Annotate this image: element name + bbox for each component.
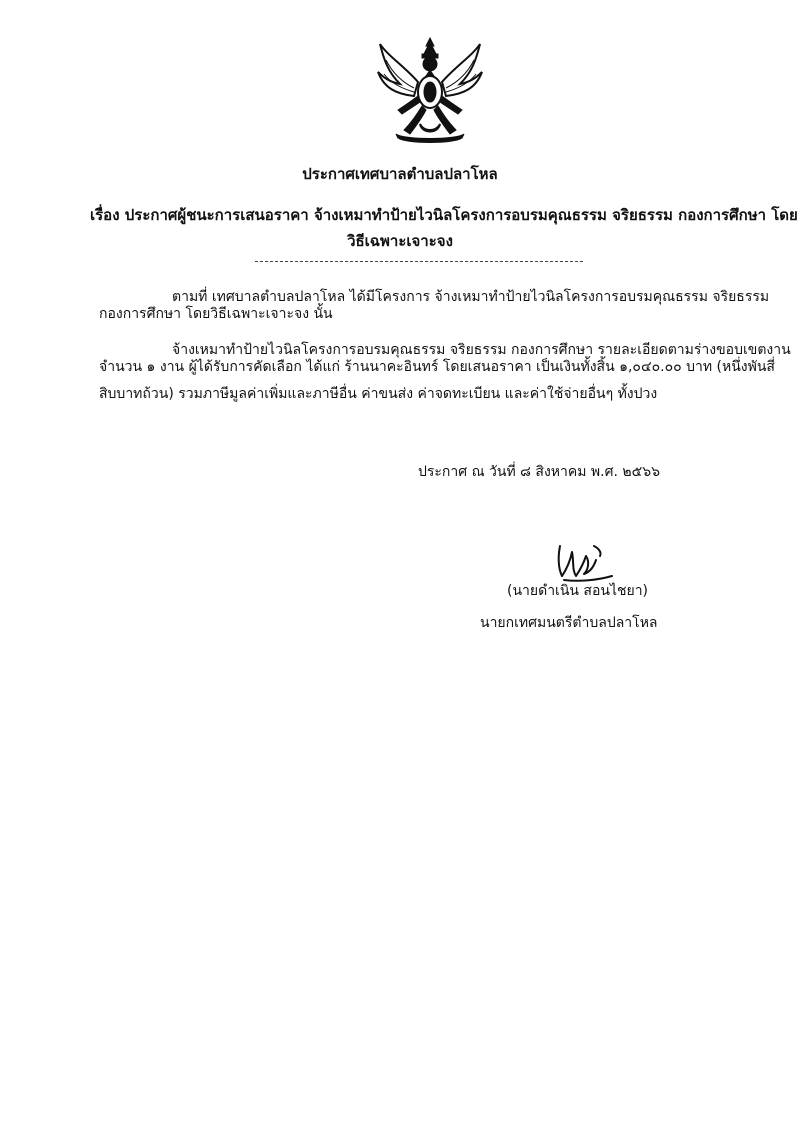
- garuda-emblem-icon: [374, 36, 486, 144]
- signer-title: นายกเทศมนตรีตำบลปลาโหล: [480, 615, 658, 631]
- signature-icon: [550, 540, 620, 584]
- paragraph1-line2: กองการศึกษา โดยวิธีเฉพาะเจาะจง นั้น: [99, 306, 333, 322]
- paragraph1-line1: ตามที่ เทศบาลตำบลปลาโหล ได้มีโครงการ จ้างเหมาทำป้ายไวนิลโครงการอบรมคุณธรรม จริยธรรม: [172, 289, 770, 305]
- document-subject-line2: วิธีเฉพาะเจาะจง: [347, 232, 453, 250]
- paragraph2-line3: สิบบาทถ้วน) รวมภาษีมูลค่าเพิ่มและภาษีอื่น ค่าขนส่ง ค่าจดทะเบียน และค่าใช้จ่ายอื่นๆ ทั้งปวง: [99, 386, 658, 402]
- document-title: ประกาศเทศบาลตำบลปลาโหล: [302, 165, 498, 183]
- title-divider: [255, 261, 583, 262]
- document-subject-line1: เรื่อง ประกาศผู้ชนะการเสนอราคา จ้างเหมาทำป้ายไวนิลโครงการอบรมคุณธรรม จริยธรรม กองการศึกษา โดย: [90, 206, 798, 224]
- signer-name: (นายดำเนิน สอนไชยา): [507, 583, 649, 599]
- paragraph2-line1: จ้างเหมาทำป้ายไวนิลโครงการอบรมคุณธรรม จริยธรรม กองการศึกษา รายละเอียดตามร่างขอบเขตงาน: [172, 342, 791, 358]
- announce-date: ประกาศ ณ วันที่ ๘ สิงหาคม พ.ศ. ๒๕๖๖: [418, 464, 660, 480]
- paragraph2-line2: จำนวน ๑ งาน ผู้ได้รับการคัดเลือก ได้แก่ ร้านนาคะอินทร์ โดยเสนอราคา เป็นเงินทั้งสิ้น ๑,๐๔๐.๐๐ บาท (หนึ่งพันสี่: [99, 359, 775, 375]
